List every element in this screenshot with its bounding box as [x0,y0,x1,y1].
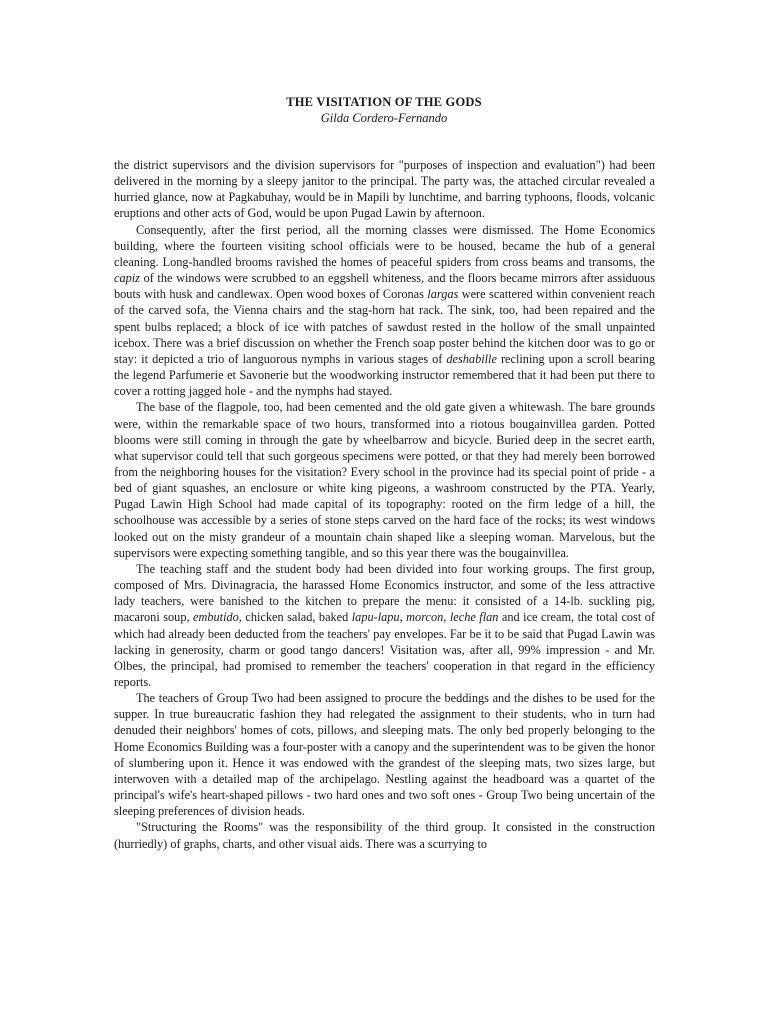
text-run: "Structuring the Rooms" was the responsibility of the third group. It consisted in the construction (hurriedly) of graphs, charts, and other visual aids. There was a scurrying to [114,820,655,851]
italic-term: largas [427,287,459,302]
text-run: , chicken salad, baked [238,610,352,625]
text-run: of the windows were scrubbed to an eggshell whiteness, and the floors became mirrors after assiduous bouts with husk and candlewax. Open wood boxes of Coronas [114,271,655,302]
text-run: The teachers of Group Two had been assigned to procure the beddings and the dishes to be used for the supper. In true bureaucratic fashion they had relegated the assignment to their students, who in turn had denuded their neighbors' homes of cots, pillows, and sleeping mats. The only bed properly belonging to the Home Economics Building was a four-poster with a canopy and the superintendent was to be given the honor of slumbering upon it. Hence it was endowed with the grandest of the sleeping mats, two sizes large, but interwoven with a detailed map of the archipelago. Nestling against the headboard was a quartet of the principal's wife's heart-shaped pillows - two hard ones and two soft ones - Group Two being uncertain of the sleeping preferences of division heads. [114,691,655,819]
italic-term: leche flan [449,610,499,625]
paragraph [114,157,655,222]
paragraph [114,690,655,819]
paragraph [114,819,655,851]
text-run: The base of the flagpole, too, had been cemented and the old gate given a whitewash. The bare grounds were, within the remarkable space of two hours, transformed into a riotous bougainvillea garden. Potted blooms were still coming in through the gate by wheelbarrow and bicycle. Buried deep in the secret earth, what supervisor could tell that such gorgeous specimens were potted, or that they had merely been borrowed from the neighboring houses for the visitation? Every school in the province had its special point of pride - a bed of giant squashes, an enclosure or white king pigeons, a washroom constructed by the PTA. Yearly, Pugad Lawin High School had made capital of its topography: rooted on the firm ledge of a hill, the schoolhouse was accessible by a series of stone steps carved on the hard face of the rocks; its west windows looked out on the misty grandeur of a mountain chain shaped like a sleeping woman. Marvelous, but the supervisors were expecting something tangible, and so this year there was the bougainvillea. [114,400,655,560]
paragraph [114,399,655,561]
italic-term: deshabille [446,351,497,366]
text-run: reclining upon a scroll bearing the legend Parfumerie et Savonerie but the woodworking instructor remembered that it had been put there to cover a rotting jagged hole - and the nymphs had stayed. [114,351,655,399]
text-run: the district supervisors and the division supervisors for "purposes of inspection and evaluation") had been delivered in the morning by a sleepy janitor to the principal. The party was, the attached circular revealed a hurried glance, now at Pagkabuhay, would be in Mapili by lunchtime, and barring typhoons, floods, volcanic eruptions and other acts of God, would be upon Pugad Lawin by afternoon. [114,158,655,221]
italic-term: morcon [406,610,444,625]
italic-term: lapu-lapu [351,610,400,625]
story-author: Gilda Cordero-Fernando [320,111,448,125]
paragraph [114,561,655,690]
text-run: and ice cream, the total cost of which had already been deducted from the teachers' pay envelopes. Far be it to be said that Pugad Lawin was lacking in generosity, charm or good tango dancers! Visitation was, after all, 99% impression - and Mr. Olbes, the principal, had promised to remember the teachers' cooperation in that regard in the efficiency reports. [114,610,655,689]
italic-term: capiz [114,271,140,286]
text-run: The teaching staff and the student body had been divided into four working groups. The first group, composed of Mrs. Divinagracia, the harassed Home Economics instructor, and some of the less attractive lady teachers, were banished to the kitchen to prepare the menu: it consisted of a 14-lb. suckling pig, macaroni soup, [114,561,655,625]
text-run: , [443,610,450,625]
text-run: Consequently, after the first period, all the morning classes were dismissed. The Home Economics building, where the fourteen visiting school officials were to be housed, became the hub of a general cleaning. Long-handled brooms ravished the homes of peaceful spiders from cross beams and transoms, the [114,222,655,269]
story-body [114,157,655,852]
story-title: THE VISITATION OF THE GODS [286,95,482,109]
text-run: , [399,610,407,625]
text-run: were scattered within convenient reach of the carved sofa, the Vienna chairs and the stag-horn hat rack. The sink, too, had been repaired and the spent bulbs replaced; a block of ice with patches of sawdust rested in the hollow of the small unpainted icebox. There was a brief discussion on whether the French soap poster behind the kitchen door was to go or stay: it depicted a trio of languorous nymphs in various stages of [114,287,655,366]
italic-term: embutido [193,610,239,625]
paragraph [114,222,655,400]
